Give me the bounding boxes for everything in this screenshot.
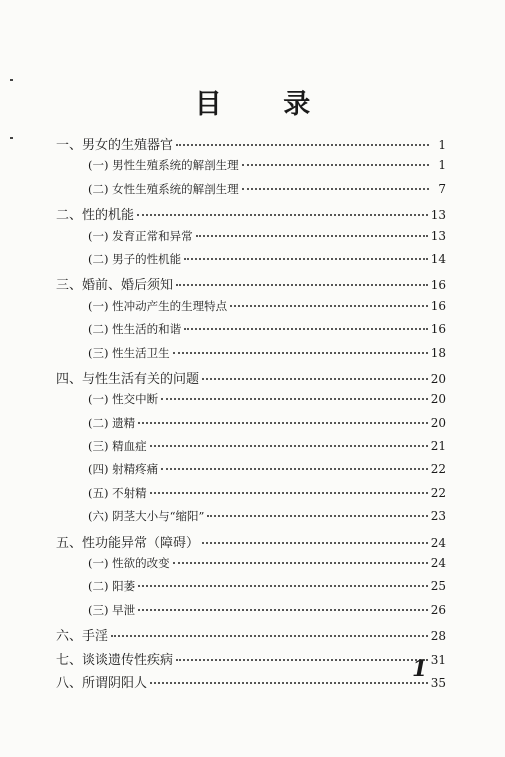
toc-entry-page: 7 — [438, 181, 446, 196]
toc-entry-page: 23 — [430, 509, 446, 524]
toc-entry-page: 22 — [430, 485, 446, 500]
toc-entry-page: 25 — [430, 579, 446, 594]
toc-entry-page: 13 — [430, 208, 446, 223]
toc-subentry — [56, 461, 446, 484]
dot-leader — [138, 585, 428, 587]
dot-leader — [150, 492, 428, 494]
toc-subentry — [56, 345, 446, 368]
toc-entry-label: 八、所谓阴阳人 — [56, 675, 148, 691]
dot-leader — [176, 144, 429, 146]
toc-entry-label: (四) 射精疼痛 — [88, 462, 159, 477]
dot-leader — [207, 515, 427, 517]
toc-entry-label: (三) 性生活卫生 — [88, 345, 170, 360]
dot-leader — [176, 284, 428, 286]
toc-entry — [56, 649, 446, 672]
toc-entry-label: (一) 性冲动产生的生理特点 — [88, 298, 228, 313]
dot-leader — [138, 609, 428, 611]
toc-entry-label: (二) 遗精 — [88, 415, 136, 430]
toc-entry-page: 35 — [430, 675, 446, 690]
dot-leader — [137, 214, 428, 216]
toc-entry-page: 13 — [430, 228, 446, 243]
toc-entry-label: (二) 男子的性机能 — [88, 251, 182, 266]
toc-entry-page: 24 — [430, 556, 446, 571]
toc-subentry — [56, 251, 446, 274]
toc-entry-label: (三) 早泄 — [88, 602, 136, 617]
page-number: 1 — [412, 656, 428, 682]
toc-entry-label: (六) 阴茎大小与“缩阳” — [88, 509, 205, 524]
dot-leader — [202, 378, 428, 380]
toc-entry-page: 1 — [438, 158, 446, 173]
dot-leader — [176, 659, 428, 661]
toc-entry-page: 20 — [430, 392, 446, 407]
toc-entry — [56, 204, 446, 227]
dot-leader — [184, 328, 428, 330]
toc-entry-page: 20 — [430, 371, 446, 386]
dot-leader — [196, 235, 428, 237]
toc-entry — [56, 532, 446, 555]
toc-entry-label: (一) 男性生殖系统的解剖生理 — [88, 158, 239, 173]
toc-entry-label: 二、性的机能 — [56, 208, 135, 224]
toc-subentry — [56, 578, 446, 601]
toc-subentry — [56, 391, 446, 414]
toc-entry-page: 18 — [430, 345, 446, 360]
toc-subentry — [56, 181, 446, 204]
toc-subentry — [56, 298, 446, 321]
dot-leader — [230, 305, 428, 307]
toc-entry — [56, 134, 446, 157]
toc-subentry — [56, 157, 446, 180]
toc-entry-label: 三、婚前、婚后须知 — [56, 278, 174, 294]
toc-entry-page: 16 — [430, 278, 446, 293]
table-of-contents — [56, 134, 446, 695]
scan-speck — [10, 137, 13, 139]
toc-entry-page: 28 — [430, 629, 446, 644]
toc-entry-label: (一) 性交中断 — [88, 392, 159, 407]
toc-subentry — [56, 508, 446, 531]
toc-subentry — [56, 438, 446, 461]
toc-subentry — [56, 602, 446, 625]
dot-leader — [184, 258, 428, 260]
toc-entry-label: (一) 性欲的改变 — [88, 556, 170, 571]
dot-leader — [173, 352, 428, 354]
toc-entry-page: 21 — [430, 439, 446, 454]
toc-entry-label: (三) 精血症 — [88, 439, 147, 454]
toc-subentry — [56, 321, 446, 344]
toc-entry-page: 31 — [430, 652, 446, 667]
toc-entry-label: 七、谈谈遗传性疾病 — [56, 652, 174, 668]
toc-entry-label: 五、性功能异常（障碍） — [56, 535, 200, 551]
dot-leader — [150, 682, 428, 684]
toc-entry-label: (五) 不射精 — [88, 485, 147, 500]
dot-leader — [161, 468, 428, 470]
toc-entry-page: 16 — [430, 322, 446, 337]
toc-entry — [56, 274, 446, 297]
toc-subentry — [56, 228, 446, 251]
dot-leader — [202, 542, 428, 544]
toc-subentry — [56, 485, 446, 508]
page-title: 目 录 — [194, 89, 337, 120]
dot-leader — [242, 164, 429, 166]
toc-entry-label: 四、与性生活有关的问题 — [56, 371, 200, 387]
dot-leader — [242, 188, 429, 190]
dot-leader — [138, 422, 428, 424]
toc-subentry — [56, 555, 446, 578]
toc-entry-page: 26 — [430, 602, 446, 617]
toc-subentry — [56, 415, 446, 438]
toc-entry-page: 1 — [438, 138, 446, 152]
dot-leader — [173, 562, 428, 564]
toc-entry-label: (二) 阳萎 — [88, 579, 136, 594]
toc-entry — [56, 368, 446, 391]
dot-leader — [150, 445, 428, 447]
toc-entry-page: 22 — [430, 462, 446, 477]
toc-entry-page: 20 — [430, 415, 446, 430]
toc-entry-page: 14 — [430, 251, 446, 266]
toc-entry — [56, 672, 446, 695]
toc-entry — [56, 625, 446, 648]
toc-entry-label: (二) 女性生殖系统的解剖生理 — [88, 181, 239, 196]
dot-leader — [161, 398, 428, 400]
toc-entry-page: 16 — [430, 298, 446, 313]
toc-entry-page: 24 — [430, 535, 446, 550]
dot-leader — [111, 635, 428, 637]
scan-speck — [10, 79, 13, 81]
toc-entry-label: (一) 发育正常和异常 — [88, 228, 193, 243]
toc-entry-label: 六、手淫 — [56, 629, 109, 645]
toc-entry-label: (二) 性生活的和谐 — [88, 322, 182, 337]
toc-entry-label: 一、男女的生殖器官 — [56, 138, 174, 153]
